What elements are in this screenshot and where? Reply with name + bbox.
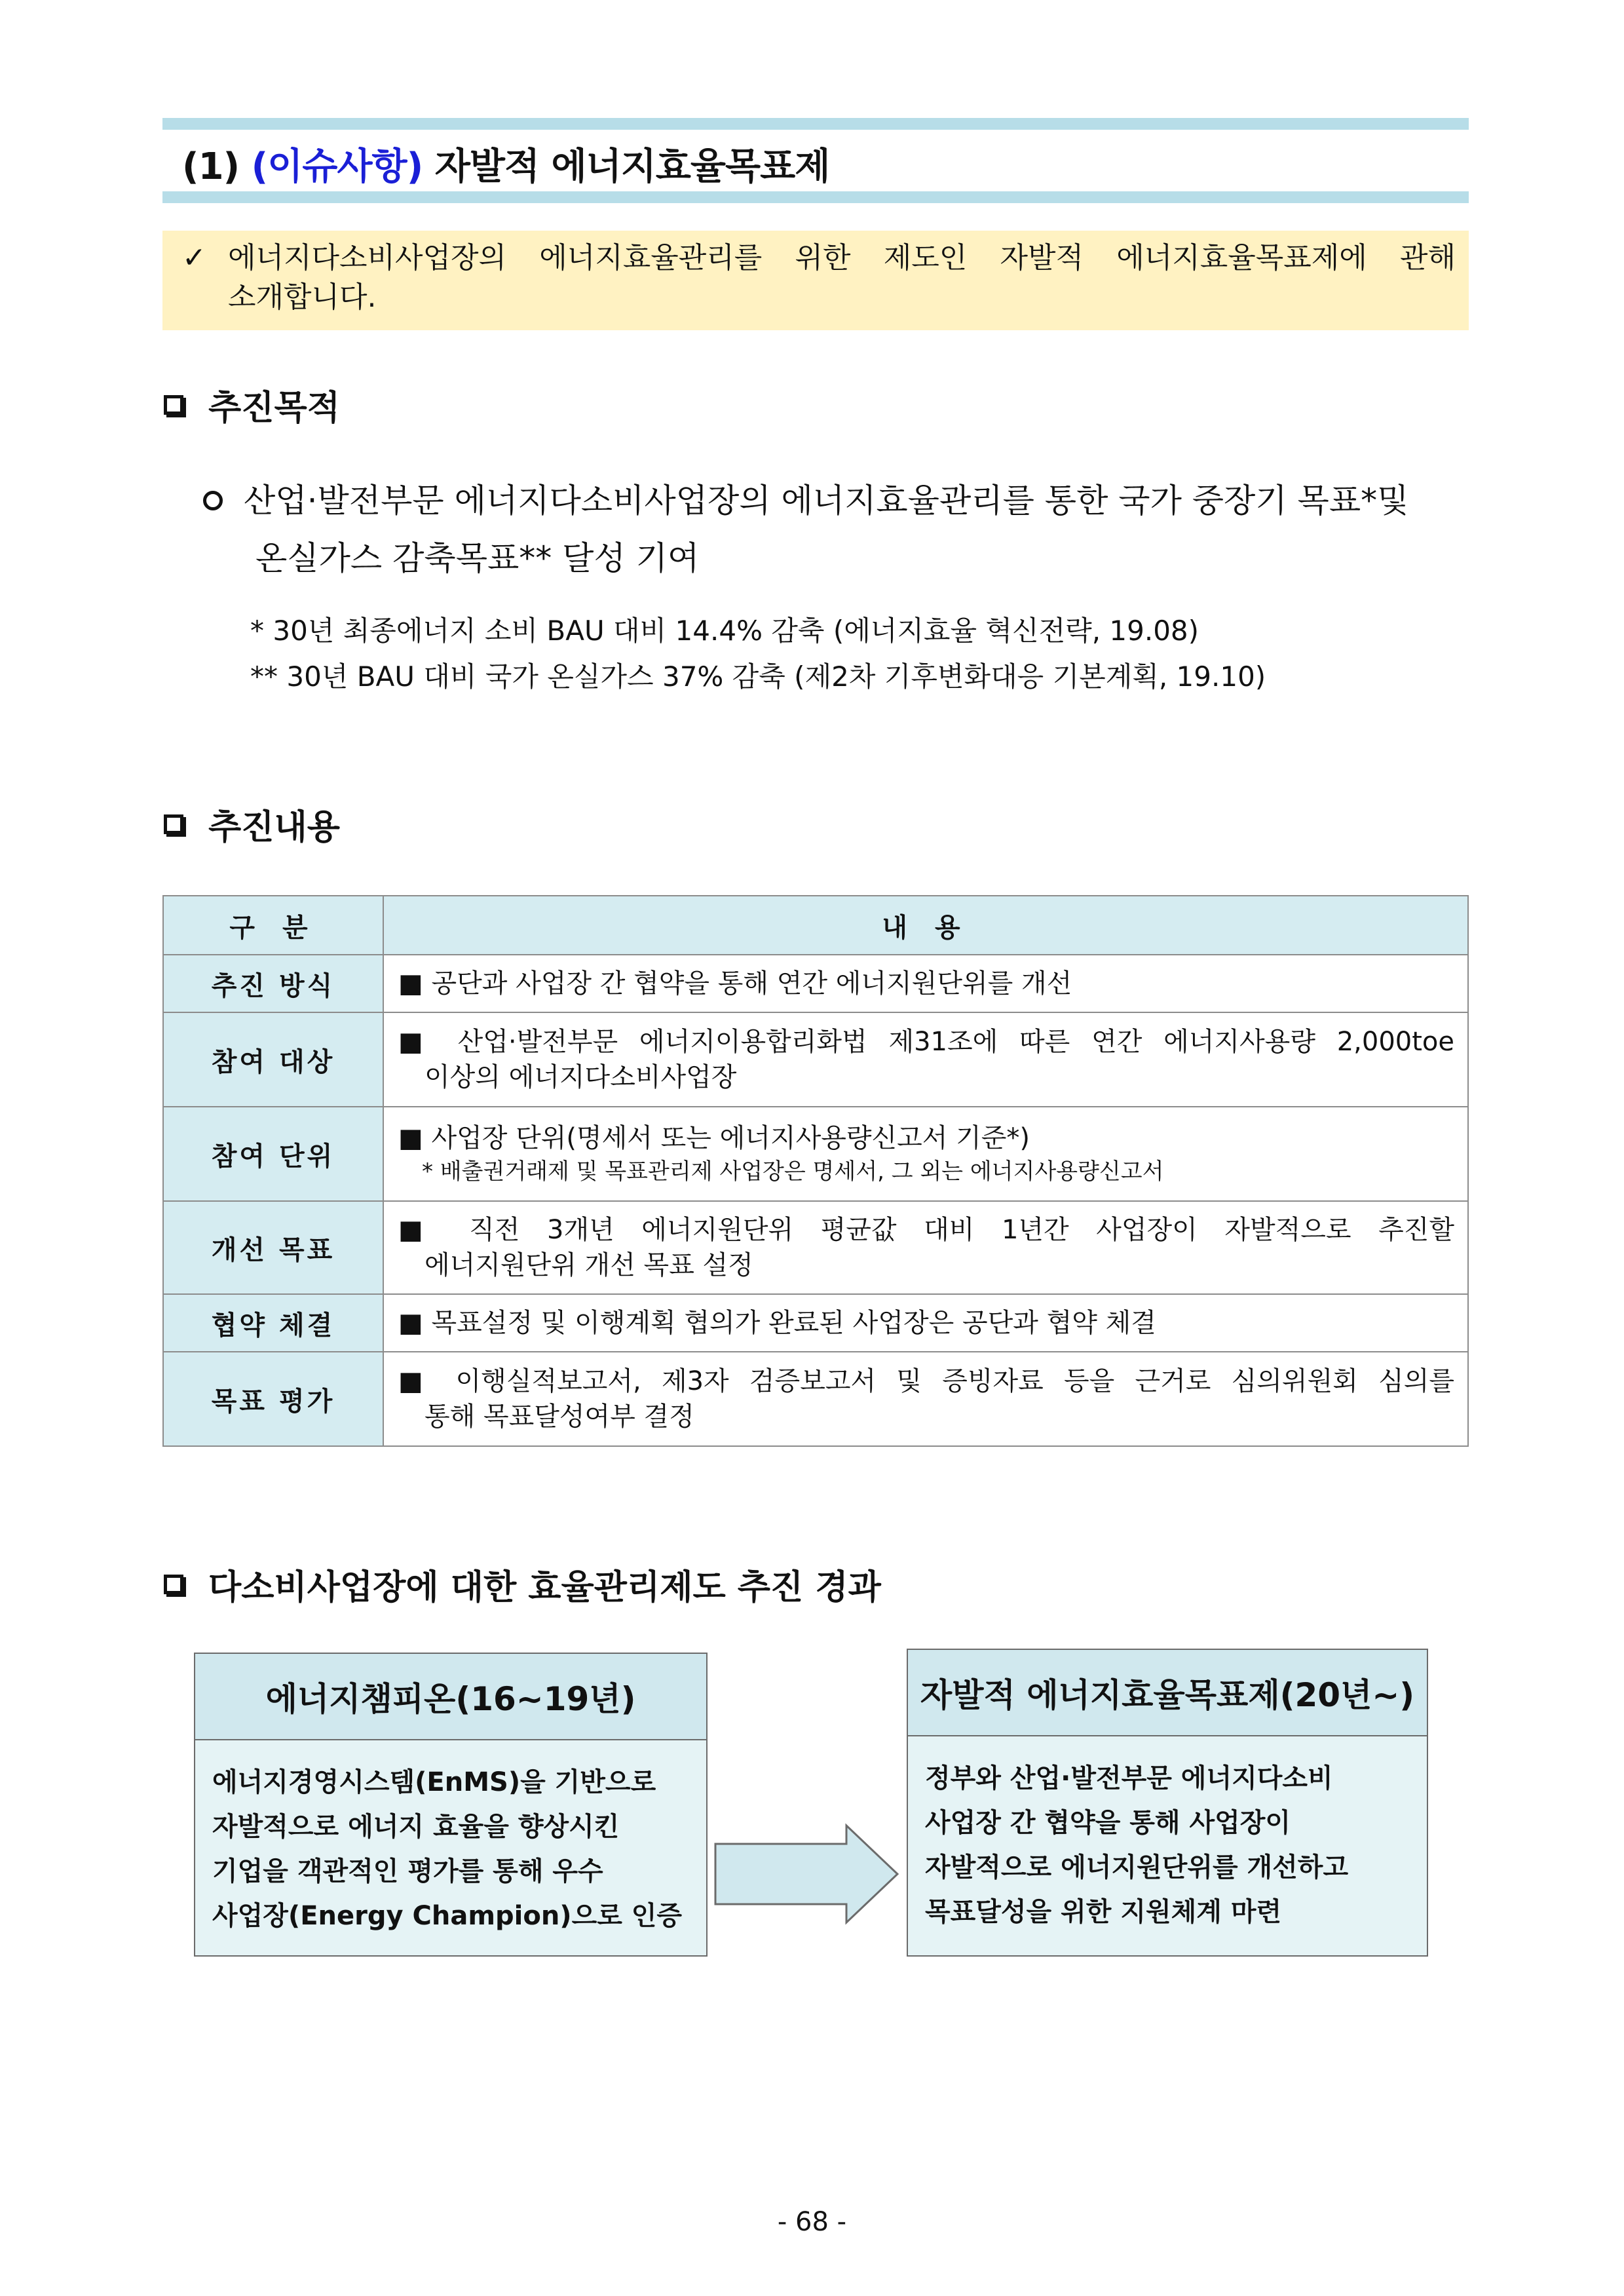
row-line: ■ 이행실적보고서, 제3자 검증보고서 및 증빙자료 등을 근거로 심의위원회 심의를: [398, 1366, 1454, 1396]
title-text: 자발적 에너지효율목표제: [434, 145, 830, 188]
row-line: ■ 사업장 단위(명세서 또는 에너지사용량신고서 기준*): [398, 1123, 1030, 1153]
heading-content: [162, 799, 340, 849]
row-category: 추진 방식: [163, 955, 383, 1012]
intro-line-1: 에너지다소비사업장의 에너지효율관리를 위한 제도인 자발적 에너지효율목표제에 관해: [228, 241, 1456, 275]
section-title: [182, 138, 829, 190]
left-box-line: 기업을 객관적인 평가를 통해 우수: [212, 1856, 603, 1886]
heading-purpose-text: 추진목적: [208, 389, 340, 428]
heading-purpose: [162, 380, 340, 429]
right-box-title: 자발적 에너지효율목표제(20년~): [908, 1650, 1427, 1736]
row-category: 참여 대상: [163, 1012, 383, 1107]
check-icon: ✓: [182, 241, 206, 275]
table-row: [163, 1294, 1468, 1352]
right-box-line: 정부와 산업·발전부문 에너지다소비: [925, 1763, 1333, 1793]
circle-bullet-icon: [203, 491, 223, 510]
row-line: ■ 목표설정 및 이행계획 협의가 완료된 사업장은 공단과 협약 체결: [398, 1308, 1156, 1338]
heading-content-text: 추진내용: [208, 808, 340, 847]
checkbox-square-icon: [164, 814, 183, 834]
table-header-row: [163, 896, 1468, 955]
row-line: 에너지원단위 개선 목표 설정: [425, 1250, 753, 1280]
right-flow-box: [907, 1649, 1428, 1957]
row-note: * 배출권거래제 및 목표관리제 사업장은 명세서, 그 외는 에너지사용량신고서: [422, 1158, 1164, 1185]
left-box-line: 자발적으로 에너지 효율을 향상시킨: [212, 1812, 620, 1842]
row-line: 통해 목표달성여부 결정: [425, 1402, 694, 1432]
row-category: 목표 평가: [163, 1352, 383, 1446]
header-top-bar: [162, 118, 1469, 130]
left-flow-box: [194, 1653, 708, 1957]
page-number: - 68 -: [777, 2207, 847, 2237]
col-category-header: 구 분: [163, 896, 383, 955]
purpose-bullet: [203, 472, 1471, 587]
intro-line-2: 소개합니다.: [228, 280, 377, 314]
heading-history-text: 다소비사업장에 대한 효율관리제도 추진 경과: [208, 1568, 881, 1607]
row-line: ■ 공단과 사업장 간 협약을 통해 연간 에너지원단위를 개선: [398, 968, 1072, 999]
issue-tag: (이슈사항): [251, 145, 423, 188]
table-row: [163, 1012, 1468, 1107]
section-number: (1): [182, 145, 240, 188]
right-arrow-icon: [710, 1822, 904, 1926]
purpose-line-2: 온실가스 감축목표** 달성 기여: [255, 539, 700, 577]
intro-box: [162, 231, 1469, 330]
left-box-line: 사업장(Energy Champion)으로 인증: [212, 1901, 683, 1931]
col-content-header: 내 용: [383, 896, 1468, 955]
right-box-line: 사업장 간 협약을 통해 사업장이: [925, 1808, 1291, 1838]
table-row: [163, 1352, 1468, 1446]
right-box-line: 목표달성을 위한 지원체계 마련: [925, 1897, 1282, 1927]
row-line: ■ 직전 3개년 에너지원단위 평균값 대비 1년간 사업장이 자발적으로 추진할: [398, 1215, 1454, 1245]
row-category: 개선 목표: [163, 1201, 383, 1294]
right-box-line: 자발적으로 에너지원단위를 개선하고: [925, 1852, 1349, 1883]
content-table: [162, 895, 1469, 1447]
checkbox-square-icon: [164, 1575, 183, 1594]
row-category: 참여 단위: [163, 1107, 383, 1201]
row-line: 이상의 에너지다소비사업장: [425, 1062, 737, 1092]
row-category: 협약 체결: [163, 1294, 383, 1352]
footnote-2: ** 30년 BAU 대비 국가 온실가스 37% 감축 (제2차 기후변화대응 기본계획, 19.10): [250, 660, 1266, 693]
left-box-line: 에너지경영시스템(EnMS)을 기반으로: [212, 1767, 656, 1797]
heading-history: [162, 1559, 881, 1609]
left-box-title: 에너지챔피온(16~19년): [195, 1654, 706, 1740]
table-row: [163, 1107, 1468, 1201]
table-row: [163, 1201, 1468, 1294]
purpose-line-1: 산업·발전부문 에너지다소비사업장의 에너지효율관리를 통한 국가 중장기 목표*및: [244, 482, 1409, 520]
checkbox-square-icon: [164, 395, 183, 415]
header-bottom-bar: [162, 191, 1469, 203]
footnote-1: * 30년 최종에너지 소비 BAU 대비 14.4% 감축 (에너지효율 혁신전략, 19.08): [250, 615, 1199, 647]
row-line: ■ 산업·발전부문 에너지이용합리화법 제31조에 따른 연간 에너지사용량 2,000toe: [398, 1027, 1454, 1057]
table-row: [163, 955, 1468, 1012]
